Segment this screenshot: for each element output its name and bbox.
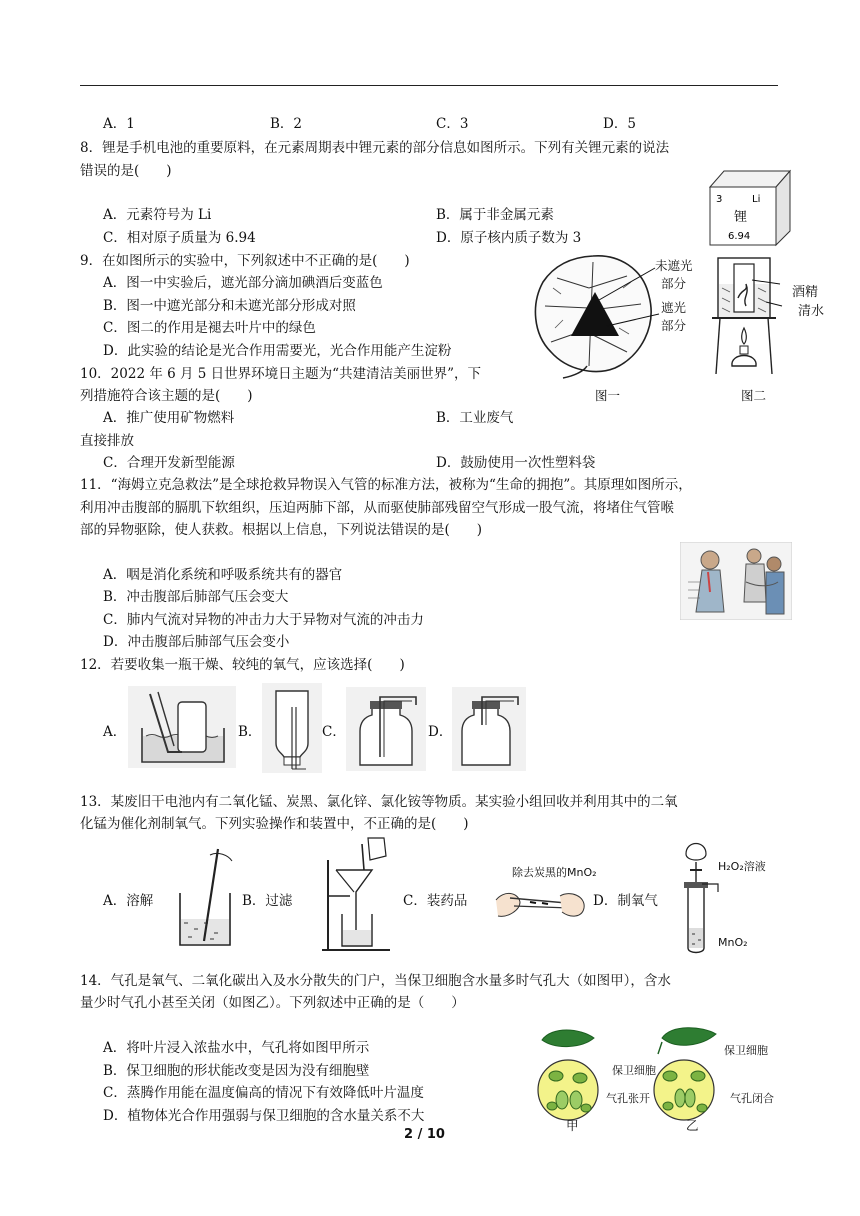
q9-stem: 9．在如图所示的实验中，下列叙述中不正确的是( ) <box>80 253 410 269</box>
label-stomata-open: 气孔张开 <box>606 1092 650 1105</box>
figure-1-caption: 图一 <box>595 388 621 403</box>
lithium-mass: 6.94 <box>728 231 751 242</box>
lithium-symbol: Li <box>752 194 761 205</box>
label-guard-cell-2: 保卫细胞 <box>724 1044 768 1057</box>
q8-option-c: C．相对原子质量为 6.94 <box>103 230 256 246</box>
q13-stem-line2: 化锰为催化剂制氧气。下列实验操作和装置中，不正确的是( ) <box>80 816 469 832</box>
label-mno2-removed: 除去炭黑的MnO₂ <box>512 866 597 879</box>
q14-option-c: C．蒸腾作用能在温度偏高的情况下有效降低叶片温度 <box>103 1085 424 1101</box>
caption-jia: 甲 <box>566 1118 579 1133</box>
label-shaded-2: 部分 <box>661 318 687 333</box>
q12-option-a: A． <box>103 724 127 740</box>
label-h2o2: H₂O₂溶液 <box>718 860 766 873</box>
stomata-closed-figure <box>648 1024 734 1128</box>
label-unshaded-1: 未遮光 <box>655 258 693 273</box>
water-displacement-apparatus <box>128 686 236 768</box>
q7-option-d: D．5 <box>603 116 636 132</box>
oxygen-generator <box>672 832 724 956</box>
label-alcohol: 酒精 <box>792 285 819 300</box>
page-number: 2 / 10 <box>404 1127 445 1142</box>
q14-stem-line2: 量少时气孔小甚至关闭（如图乙）。下列叙述中正确的是（ ） <box>80 995 465 1011</box>
q13-option-d: D．制氧气 <box>593 893 658 909</box>
q10-option-b: B．工业废气 <box>436 410 514 426</box>
q7-option-b: B．2 <box>270 116 303 132</box>
label-mno2: MnO₂ <box>718 936 748 949</box>
q14-option-a: A．将叶片浸入浓盐水中，气孔将如图甲所示 <box>103 1040 370 1056</box>
label-stomata-closed: 气孔闭合 <box>730 1092 774 1105</box>
q11-stem-line2: 利用冲击腹部的膈肌下软组织，压迫两肺下部，从而驱使肺部残留空气形成一股气流，将堵住气管喉 <box>80 500 674 516</box>
label-shaded-1: 遮光 <box>661 300 687 315</box>
q10-option-b-cont: 直接排放 <box>80 433 134 449</box>
stomata-open-figure <box>536 1026 620 1128</box>
q11-stem-line3: 部的异物驱除，使人获救。根据以上信息，下列说法错误的是( ) <box>80 522 483 538</box>
q8-option-b: B．属于非金属元素 <box>436 207 554 223</box>
upward-air-bottle-apparatus <box>452 687 526 771</box>
q10-stem-line1: 10．2022 年 6 月 5 日世界环境日主题为“共建清洁美丽世界”，下 <box>80 366 481 382</box>
downward-air-bottle-apparatus <box>346 687 426 771</box>
q11-stem-line1: 11．“海姆立克急救法”是全球抢救异物误入气管的标准方法，被称为“生命的拥抱”。其原理如图所示， <box>80 477 692 493</box>
q7-option-a: A．1 <box>103 116 135 132</box>
caption-yi: 乙 <box>686 1118 699 1133</box>
lithium-number: 3 <box>716 194 723 205</box>
q11-option-a: A．咽是消化系统和呼吸系统共有的器官 <box>103 567 343 583</box>
q8-option-d: D．原子核内质子数为 3 <box>436 230 582 246</box>
q10-stem-line2: 列措施符合该主题的是( ) <box>80 388 253 404</box>
q10-option-a: A．推广使用矿物燃料 <box>103 410 235 426</box>
leaf-figure <box>523 248 663 380</box>
q12-option-d: D． <box>428 724 453 740</box>
heimlich-figure <box>680 542 792 620</box>
lithium-name: 锂 <box>734 210 748 225</box>
q12-stem: 12．若要收集一瓶干燥、较纯的氧气，应该选择( ) <box>80 657 405 673</box>
label-unshaded-2: 部分 <box>661 276 687 291</box>
filtration-setup <box>314 830 398 954</box>
q8-stem-line2: 错误的是( ) <box>80 163 172 179</box>
q14-stem-line1: 14．气孔是氧气、二氧化碳出入及水分散失的门户，当保卫细胞含水量多时气孔大（如图甲），含水 <box>80 973 671 989</box>
q10-option-d: D．鼓励使用一次性塑料袋 <box>436 455 596 471</box>
dissolving-beaker <box>174 845 238 951</box>
q11-option-b: B．冲击腹部后肺部气压会变大 <box>103 589 289 605</box>
q12-option-c: C． <box>322 724 346 740</box>
q9-option-c: C．图二的作用是褪去叶片中的绿色 <box>103 320 316 336</box>
q12-option-b: B． <box>238 724 262 740</box>
q9-option-b: B．图一中遮光部分和未遮光部分形成对照 <box>103 298 356 314</box>
lithium-element-card <box>704 167 794 247</box>
q13-option-c: C．装药品 <box>403 893 468 909</box>
q10-option-c: C．合理开发新型能源 <box>103 455 235 471</box>
q14-option-d: D．植物体光合作用强弱与保卫细胞的含水量关系不大 <box>103 1108 425 1124</box>
q9-option-a: A．图一中实验后，遮光部分滴加碘酒后变蓝色 <box>103 275 383 291</box>
q8-option-a: A．元素符号为 Li <box>103 207 212 223</box>
q11-option-c: C．肺内气流对异物的冲击力大于异物对气流的冲击力 <box>103 612 424 628</box>
q11-option-d: D．冲击腹部后肺部气压会变小 <box>103 634 290 650</box>
figure-2-caption: 图二 <box>741 388 767 403</box>
q13-option-b: B．过滤 <box>242 893 293 909</box>
q14-option-b: B．保卫细胞的形状能改变是因为没有细胞壁 <box>103 1063 370 1079</box>
label-water: 清水 <box>798 304 825 319</box>
q13-option-a: A．溶解 <box>103 893 154 909</box>
label-guard-cell-1: 保卫细胞 <box>612 1064 656 1077</box>
water-bath-figure <box>712 254 792 379</box>
q13-stem-line1: 13．某废旧干电池内有二氧化锰、炭黑、氯化锌、氯化铵等物质。某实验小组回收并利用其中的二氧 <box>80 794 678 810</box>
q9-option-d: D．此实验的结论是光合作用需要光，光合作用能产生淀粉 <box>103 343 452 359</box>
q8-stem-line1: 8．锂是手机电池的重要原料，在元素周期表中锂元素的部分信息如图所示。下列有关锂元素的说法 <box>80 140 670 156</box>
downward-air-inverted-apparatus <box>262 683 322 773</box>
header-rule <box>80 85 778 86</box>
q7-option-c: C．3 <box>436 116 469 132</box>
